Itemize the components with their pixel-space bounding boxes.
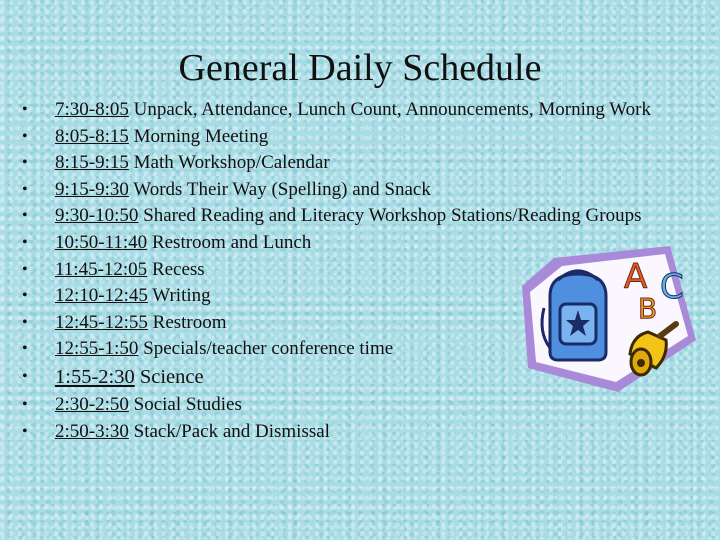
bullet: • [22, 260, 28, 278]
backpack-icon [542, 271, 606, 360]
bullet: • [22, 340, 28, 358]
bullet: • [22, 127, 28, 145]
bullet: • [22, 313, 28, 331]
activity-text: Science [134, 365, 204, 388]
time-range: 12:55-1:50 [55, 338, 139, 360]
list-item [22, 100, 682, 120]
list-item [22, 422, 682, 442]
bullet: • [22, 367, 28, 385]
list-item [22, 153, 682, 173]
time-range: 2:50-3:30 [55, 420, 129, 442]
letter-a: A [624, 257, 648, 297]
time-range: 12:45-12:55 [55, 311, 148, 333]
bullet: • [22, 422, 28, 440]
activity-text: Words Their Way (Spelling) and Snack [128, 178, 431, 200]
bullet: • [22, 233, 28, 251]
activity-text: Math Workshop/Calendar [128, 152, 330, 174]
activity-text: Restroom [147, 311, 227, 333]
activity-text: Unpack, Attendance, Lunch Count, Announcements, Morning Work [128, 99, 652, 120]
bullet: • [22, 154, 28, 172]
bullet: • [22, 207, 28, 225]
time-range: 8:15-9:15 [55, 152, 129, 174]
list-item [22, 127, 682, 147]
bullet: • [22, 395, 28, 413]
letter-c: C [660, 267, 684, 307]
list-item [22, 395, 682, 415]
list-item [22, 180, 682, 200]
bullet: • [22, 101, 28, 118]
school-clipart [520, 244, 700, 394]
time-range: 9:30-10:50 [55, 205, 139, 227]
time-range: 11:45-12:05 [55, 258, 148, 280]
bullet: • [22, 287, 28, 305]
time-range: 2:30-2:50 [55, 393, 129, 415]
activity-text: Recess [147, 258, 205, 280]
activity-text: Restroom and Lunch [147, 231, 312, 253]
time-range: 12:10-12:45 [55, 285, 148, 307]
time-range: 7:30-8:05 [55, 99, 129, 120]
activity-text: Morning Meeting [128, 125, 269, 147]
time-range: 10:50-11:40 [55, 231, 148, 253]
activity-text: Specials/teacher conference time [138, 338, 394, 360]
time-range: 9:15-9:30 [55, 178, 129, 200]
time-range: 1:55-2:30 [55, 365, 135, 388]
activity-text: Stack/Pack and Dismissal [128, 420, 330, 442]
bullet: • [22, 180, 28, 198]
activity-text: Writing [147, 285, 211, 307]
activity-text: Shared Reading and Literacy Workshop Stations/Reading Groups [138, 205, 642, 227]
letter-b: B [638, 292, 658, 325]
list-item [22, 206, 682, 226]
page-title: General Daily Schedule [178, 47, 542, 89]
activity-text: Social Studies [128, 393, 242, 415]
time-range: 8:05-8:15 [55, 125, 129, 147]
